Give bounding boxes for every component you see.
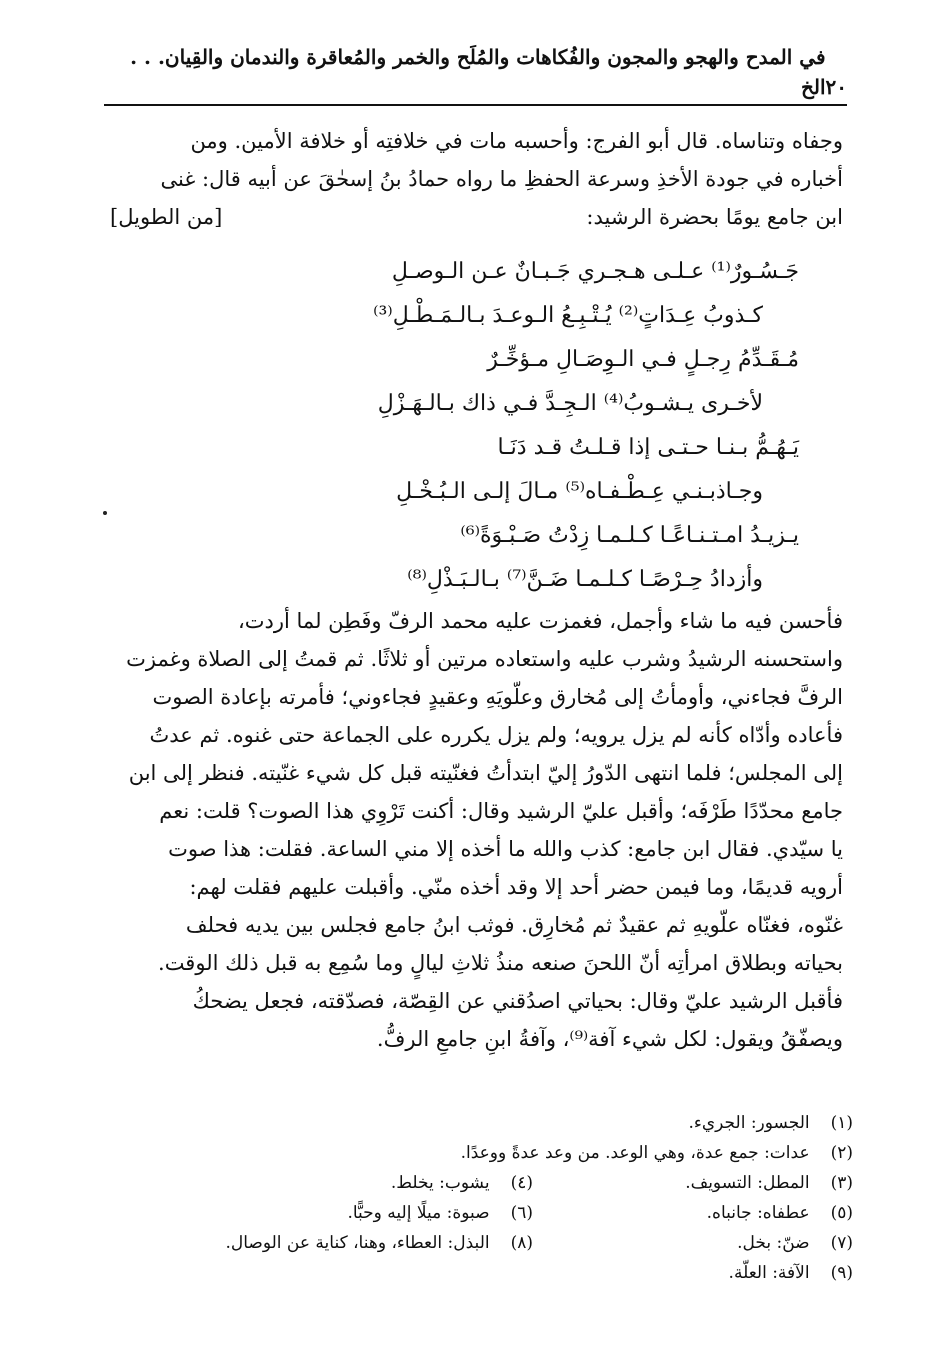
footnote-row [110,1138,853,1168]
footnote-4 [213,1168,533,1198]
footnote-number: (٣) [830,1173,853,1193]
footnote-number: (٦) [510,1203,533,1223]
poem-verse: وأزدادُ حِـرْصًـا كـلـمـا ضَـنَّ⁽⁷⁾ بـالـبَـذْلِ⁽⁸⁾ [407,567,763,592]
text-line: يا سيّدي. فقال ابن جامع: كذب والله ما أخذه إلا مني الساعة. فقلت: هذا صوت [168,837,843,861]
footnote-text: عدات: جمع عدة، وهي الوعد. من وعد عدةً ووعدًا. [460,1143,810,1163]
poem-verse: كـذوبُ عِـدَاتٍ⁽²⁾ يُـتْـبِـعُ الـوعـدَ بـالـمَـطْـلِ⁽³⁾ [373,303,763,328]
poem-verse: يَـهُـمُّ بـنـا حـتـى إذا قـلـتُ قـد دَنَـا [497,435,799,460]
text-line: أخباره في جودة الأخذِ وسرعة الحفظِ ما رواه حمادُ بنُ إسحٰقَ عن أبيه قال: غنى [160,167,843,191]
poem [150,250,799,602]
footnote-number: (٩) [830,1263,853,1283]
header-rule [104,104,847,106]
footnote-text: الجسور: الجريء. [688,1113,810,1133]
footnote-9 [729,1258,853,1288]
text-line: وجفاه وتناساه. قال أبو الفرج: وأحسبه مات في خلافتِه أو خلافة الأمين. ومن [190,129,843,153]
print-speck [103,511,107,515]
footnote-text: ضنّ: بخل. [737,1233,810,1253]
text-line: جامع محدّدًا طَرْفَه؛ وأقبل عليّ الرشيد وقال: أكنت تَرْوِي هذا الصوت؟ قلت: نعم [159,799,843,823]
footnote-number: (٧) [830,1233,853,1253]
page-number: ٢٠ [825,75,847,99]
text-line: إلى المجلس؛ فلما انتهى الدّورُ إليّ ابتدأتُ فغنّيته قبل كل شيء غنّيته. فنظر إلى ابن [128,761,843,785]
paragraph-intro [110,122,843,236]
footnote-8 [213,1228,533,1258]
footnote-text: صبوة: ميلًا إليه وحبًّا. [347,1203,490,1223]
footnote-number: (٤) [510,1173,533,1193]
footnotes [110,1108,853,1288]
text-line [110,198,843,236]
text-line-part: ابن جامع يومًا بحضرة الرشيد: [586,205,843,229]
poem-verse: وجـاذبـنـي عِـطْـفـاه⁽⁵⁾ مـالَ إلـى الـبُـخْـلِ [396,479,763,504]
poem-verse: يـزيـدُ امـتـنـاعًـا كـلـمـا زِدْتُ صَـبْـوَةً⁽⁶⁾ [460,523,799,548]
footnote-row [110,1228,853,1258]
footnote-number: (٥) [830,1203,853,1223]
footnote-text: عطفاه: جانباه. [706,1203,810,1223]
footnote-number: (٨) [510,1233,533,1253]
meter-label: [من الطويل] [110,205,223,229]
text-line: بحياته وبطلاق امرأتِه أنّ اللحنَ صنعه منذُ ثلاثِ ليالٍ وما سُمِع به قبل ذلك الوقت. [158,951,843,975]
poem-verse: مُـقَـدِّمُ رِجـلٍ فـي الـوِصَـالِ مـؤخِّـرٌ [487,347,799,372]
footnote-number: (١) [830,1113,853,1133]
footnote-text: البذل: العطاء، وهنا، كناية عن الوصال. [225,1233,490,1253]
footnote-row [110,1168,853,1198]
footnote-1 [688,1108,853,1138]
text-line: فأقبل الرشيد عليّ وقال: بحياتي اصدُقني عن القِصّة، فصدّقته، فجعل يضحكُ [192,989,843,1013]
footnote-text: الآفة: العلّة. [728,1263,810,1283]
footnote-text: يشوب: يخلط. [390,1173,490,1193]
footnote-5 [533,1198,853,1228]
footnote-text: المطل: التسويف. [685,1173,810,1193]
text-line: غنّوه، فغنّاه علّويهِ ثم عقيدٌ ثم مُخارِق. فوثب ابنُ جامع فجلس بين يديه فحلف [185,913,843,937]
poem-verse: جَـسُـورٌ⁽¹⁾ عـلـى هـجـري جَـبـانٌ عـن الـوصـلِ [391,259,799,284]
text-line: الرفَّ فجاءني، وأومأتُ إلى مُخارق وعلّويَهِ وعقيدٍ فجاءوني؛ فأمرته بإعادة الصوت [152,685,843,709]
footnote-row [110,1258,853,1288]
text-line: ويصفّقُ ويقول: لكل شيء آفة⁽⁹⁾، وآفةُ ابنِ جامعِ الرفُّ. [376,1027,843,1051]
footnote-number: (٢) [830,1143,853,1163]
footnote-7 [533,1228,853,1258]
text-line: واستحسنه الرشيدُ وشرب عليه واستعاده مرتين أو ثلاثًا. ثم قمتُ إلى الصلاة وغمزت [126,647,843,671]
text-line: فأحسن فيه ما شاء وأجمل، فغمزت عليه محمد الرفّ وفَطِن لما أردت، [237,609,843,633]
footnote-6 [213,1198,533,1228]
footnote-2 [461,1138,853,1168]
footnote-3 [533,1168,853,1198]
running-head [108,45,847,102]
text-line: فأعاده وأدّاه كأنه لم يزل يرويه؛ ولم يزل يكرره على الجماعة حتى غنوه. ثم عدتُ [149,723,843,747]
paragraph-story [110,602,843,1058]
running-title: في المدح والهجو والمجون والفُكاهات والمُلَح والخمر والمُعاقرة والندمان والقِيان. . . الخ [130,45,826,99]
poem-verse: لأخـرى يـشـوبُ⁽⁴⁾ الـجِـدَّ فـي ذاك بـالـهَـزْلِ [377,391,763,416]
text-line: أرويه قديمًا، وما فيمن حضر أحد إلا وقد أخذه منّي. وأقبلت عليهم فقلت لهم: [189,875,843,899]
footnote-row [110,1108,853,1138]
footnote-row [110,1198,853,1228]
